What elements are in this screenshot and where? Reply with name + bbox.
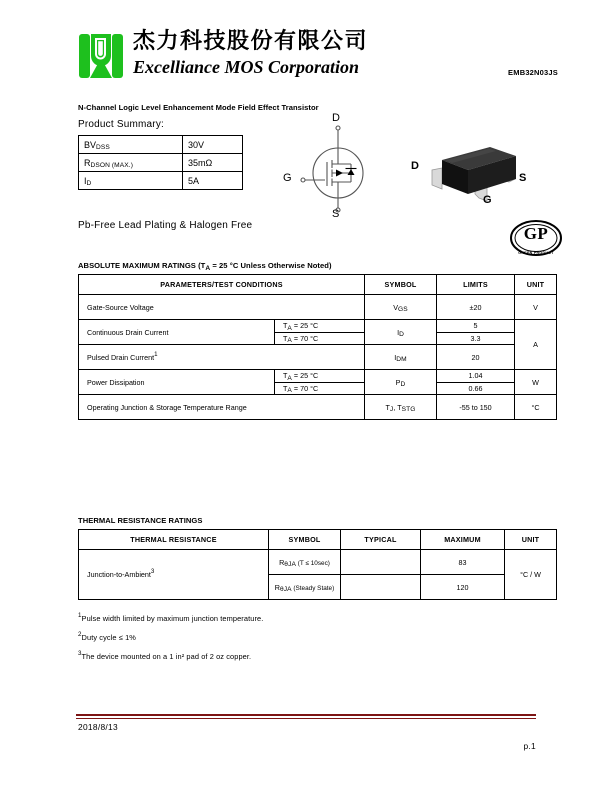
package-label-gate: G [483,194,492,206]
footnote-3: $^3$The device mounted on a 1 in² pad of 2 oz copper. [78,650,252,661]
table-row [79,370,557,383]
summary-param-bvdss: BVDSS [79,136,183,154]
col-header-unit: UNIT [505,530,557,550]
symbol-label-drain: D [332,112,340,124]
condition-ta-70c-pd: TA = 70 °C [275,382,365,395]
company-name-cn: 杰力科技股份有限公司 [133,29,369,54]
limit-temperature-range: -55 to 150 [437,395,515,420]
footnotes [78,610,498,667]
param-pulsed-drain-current: Pulsed Drain Current1 [79,345,365,370]
param-power-dissipation: Power Dissipation [79,370,275,395]
condition-ta-25c-id: TA = 25 °C [275,320,365,333]
summary-param-id: ID [79,172,183,190]
table-row [79,154,243,172]
symbol-label-gate: G [283,172,292,184]
gp-initials: GP [523,224,549,243]
limit-vgs: ±20 [437,295,515,320]
unit-ampere: A [515,320,557,370]
table-row [79,295,557,320]
limit-pd-25c: 1.04 [437,370,515,383]
col-header-maximum: MAXIMUM [421,530,505,550]
footnote-2: $^2$Duty cycle ≤ 1% [78,631,136,642]
product-summary-label: Product Summary: [78,119,165,130]
pb-free-statement: Pb-Free Lead Plating & Halogen Free [78,220,253,231]
unit-celsius: °C [515,395,557,420]
green-product-logo-icon [508,218,564,264]
unit-celsius-per-watt: °C / W [505,550,557,600]
symbol-idm: IDM [365,345,437,370]
absolute-max-ratings-title: ABSOLUTE MAXIMUM RATINGS (TA = 25 °C Unless Otherwise Noted) [78,261,332,272]
table-row [79,550,557,575]
part-number: EMB32N03JS [508,68,558,77]
symbol-rthja-steady: RθJA (Steady State) [269,575,341,600]
symbol-tj-tstg: TJ, TSTG [365,395,437,420]
condition-ta-70c-id: TA = 70 °C [275,332,365,345]
param-gate-source-voltage: Gate-Source Voltage [79,295,365,320]
param-continuous-drain-current: Continuous Drain Current [79,320,275,345]
col-header-unit: UNIT [515,275,557,295]
summary-value-bvdss: 30V [183,136,243,154]
thermal-resistance-table [78,529,557,600]
summary-param-rdson: RDSON (MAX.) [79,154,183,172]
footnote-1: $^1$Pulse width limited by maximum junction temperature. [78,612,264,623]
summary-value-id: 5A [183,172,243,190]
limit-pd-70c: 0.66 [437,382,515,395]
package-label-drain: D [411,160,419,172]
table-row [79,172,243,190]
table-row [79,320,557,333]
gp-caption: GREEN PRODUCT [518,251,554,255]
unit-vgs: V [515,295,557,320]
thermal-resistance-title: THERMAL RESISTANCE RATINGS [78,516,203,525]
col-header-limits: LIMITS [437,275,515,295]
table-header-row [79,275,557,295]
typical-rthja-steady [341,575,421,600]
symbol-label-source: S [332,208,340,220]
param-operating-temperature-range: Operating Junction & Storage Temperature Range [79,395,365,420]
limit-id-70c: 3.3 [437,332,515,345]
symbol-id: ID [365,320,437,345]
footer-divider [76,714,536,719]
condition-ta-25c-pd: TA = 25 °C [275,370,365,383]
maximum-rthja-steady: 120 [421,575,505,600]
device-description: N-Channel Logic Level Enhancement Mode Field Effect Transistor [78,103,319,112]
col-header-symbol: SYMBOL [365,275,437,295]
package-outline-image [412,132,552,210]
mosfet-schematic-symbol-icon [283,112,393,220]
table-row [79,395,557,420]
footer-date: 2018/8/13 [78,722,118,732]
symbol-vgs: VGS [365,295,437,320]
limit-id-25c: 5 [437,320,515,333]
maximum-rthja-10sec: 83 [421,550,505,575]
excelliance-logo-icon [78,32,124,80]
unit-watt: W [515,370,557,395]
footer-page-number: p.1 [523,741,536,751]
param-junction-to-ambient: Junction-to-Ambient3 [79,550,269,600]
absolute-max-ratings-table [78,274,557,420]
col-header-parameters: PARAMETERS/TEST CONDITIONS [79,275,365,295]
col-header-typical: TYPICAL [341,530,421,550]
company-name-en: Excelliance MOS Corporation [133,57,360,77]
symbol-rthja-10sec: RθJA (T ≤ 10sec) [269,550,341,575]
table-row [79,136,243,154]
col-header-symbol: SYMBOL [269,530,341,550]
col-header-thermal-resistance: THERMAL RESISTANCE [79,530,269,550]
typical-rthja-10sec [341,550,421,575]
summary-value-rdson: 35mΩ [183,154,243,172]
table-row [79,345,557,370]
symbol-pd: PD [365,370,437,395]
table-header-row [79,530,557,550]
package-label-source: S [519,172,527,184]
product-summary-table [78,135,243,190]
limit-idm: 20 [437,345,515,370]
page-header [78,28,558,90]
